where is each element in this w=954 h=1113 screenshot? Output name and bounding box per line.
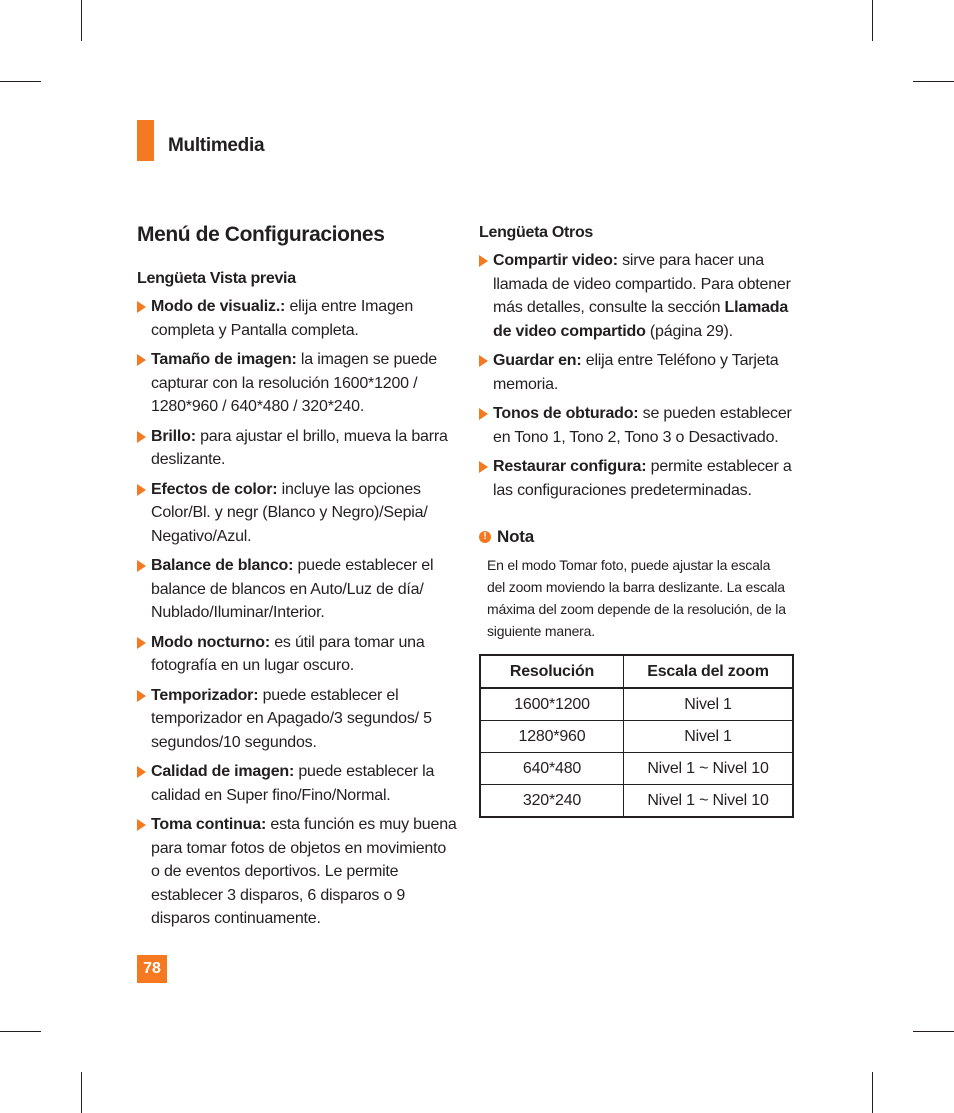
- crop-mark: [872, 0, 873, 41]
- list-item: [479, 402, 799, 449]
- item-term: Balance de blanco:: [151, 557, 294, 574]
- section-marker: [137, 120, 154, 161]
- item-term: Brillo:: [151, 427, 196, 445]
- bullet-arrow-icon: [137, 690, 146, 702]
- list-item: [479, 349, 799, 396]
- preview-settings-list: [137, 295, 457, 931]
- bullet-arrow-icon: [137, 484, 146, 496]
- list-item: [137, 554, 457, 625]
- left-column: [137, 220, 457, 937]
- bullet-arrow-icon: [137, 819, 146, 831]
- bullet-arrow-icon: [137, 301, 146, 313]
- item-desc: elija entre Imagen completa y Pantalla completa.: [151, 298, 414, 339]
- item-desc: sirve para hacer una llamada de video compartido. Para obtener más detalles, consulte la sección: [493, 252, 791, 316]
- table-cell: Nivel 1 ~ Nivel 10: [624, 753, 794, 785]
- bullet-arrow-icon: [137, 354, 146, 366]
- table-row: [480, 785, 793, 818]
- item-desc: puede establecer el balance de blancos en Auto/Luz de día/ Nublado/Iluminar/Interior.: [151, 557, 434, 621]
- section-title: Multimedia: [168, 135, 265, 156]
- right-column: [479, 220, 799, 818]
- table-cell: Nivel 1: [624, 688, 794, 721]
- item-desc: permite establecer a las configuraciones predeterminadas.: [493, 458, 792, 499]
- list-item: [137, 425, 457, 472]
- list-item: [137, 348, 457, 419]
- item-desc: la imagen se puede capturar con la resolución 1600*1200 / 1280*960 / 640*480 / 320*240.: [151, 351, 437, 415]
- note-heading: [479, 526, 799, 548]
- bullet-arrow-icon: [137, 431, 146, 443]
- list-item: [137, 631, 457, 678]
- other-settings-list: [479, 249, 799, 502]
- item-term: Compartir video:: [493, 252, 618, 269]
- table-cell: 1600*1200: [480, 688, 624, 721]
- bullet-arrow-icon: [137, 766, 146, 778]
- page-number: 78: [137, 955, 167, 983]
- bullet-arrow-icon: [479, 355, 488, 367]
- note-text: En el modo Tomar foto, puede ajustar la escala del zoom moviendo la barra deslizante. La escala máxima del zoom depende de la resolución, de la siguiente manera.: [487, 557, 786, 639]
- list-item: [479, 249, 799, 343]
- column-header: Escala del zoom: [624, 655, 794, 688]
- crop-mark: [913, 81, 954, 82]
- item-term: Modo nocturno:: [151, 633, 270, 651]
- crop-mark: [0, 81, 41, 82]
- bullet-arrow-icon: [479, 255, 488, 267]
- item-desc: elija entre Teléfono y Tarjeta memoria.: [493, 352, 779, 393]
- item-term: Guardar en:: [493, 352, 582, 369]
- item-desc: para ajustar el brillo, mueva la barra deslizante.: [151, 427, 448, 468]
- item-term: Toma continua:: [151, 816, 267, 833]
- item-desc: puede establecer el temporizador en Apagado/3 segundos/ 5 segundos/10 segundos.: [151, 686, 432, 751]
- table-row: [480, 753, 793, 785]
- table-cell: 1280*960: [480, 721, 624, 753]
- crop-mark: [81, 1072, 82, 1113]
- table-header-row: [480, 655, 793, 688]
- column-header: Resolución: [480, 655, 624, 688]
- item-term: Tonos de obturado:: [493, 405, 639, 422]
- table-cell: 640*480: [480, 753, 624, 785]
- exclamation-icon: !: [479, 531, 491, 543]
- table-cell: Nivel 1: [624, 721, 794, 753]
- table-cell: 320*240: [480, 785, 624, 818]
- item-term: Tamaño de imagen:: [151, 351, 297, 368]
- list-item: [479, 455, 799, 502]
- list-item: [137, 684, 457, 755]
- item-term: Calidad de imagen:: [151, 763, 295, 780]
- note-title: Nota: [497, 527, 534, 546]
- crop-mark: [872, 1072, 873, 1113]
- item-term: Efectos de color:: [151, 480, 278, 498]
- bullet-arrow-icon: [137, 637, 146, 649]
- table-row: [480, 721, 793, 753]
- subheading-preview-tab: Lengüeta Vista previa: [137, 270, 296, 287]
- item-desc: es útil para tomar una fotografía en un lugar oscuro.: [151, 633, 425, 674]
- item-term: Restaurar configura:: [493, 458, 647, 475]
- bullet-arrow-icon: [137, 560, 146, 572]
- list-item: [137, 813, 457, 931]
- item-desc: incluye las opciones Color/Bl. y negr (Blanco y Negro)/Sepia/ Negativo/Azul.: [151, 480, 428, 545]
- page-title: Menú de Configuraciones: [137, 223, 385, 246]
- bullet-arrow-icon: [479, 461, 488, 473]
- subheading-other-tab: Lengüeta Otros: [479, 224, 594, 241]
- item-desc: (página 29).: [645, 322, 733, 340]
- item-desc: puede establecer la calidad en Super fino/Fino/Normal.: [151, 763, 435, 804]
- item-term: Temporizador:: [151, 686, 259, 704]
- table-cell: Nivel 1 ~ Nivel 10: [624, 785, 794, 818]
- list-item: [137, 760, 457, 807]
- bullet-arrow-icon: [479, 408, 488, 420]
- zoom-table: [479, 654, 794, 818]
- item-desc: se pueden establecer en Tono 1, Tono 2, Tono 3 o Desactivado.: [493, 405, 792, 446]
- crop-mark: [81, 0, 82, 41]
- list-item: [137, 478, 457, 549]
- section-reference: Llamada de video compartido: [493, 299, 789, 340]
- crop-mark: [913, 1031, 954, 1032]
- table-row: [480, 688, 793, 721]
- crop-mark: [0, 1031, 41, 1032]
- list-item: [137, 295, 457, 342]
- item-desc: esta función es muy buena para tomar fotos de objetos en movimiento o de eventos deportivos. Le permite establecer 3 disparos, 6 disparos o 9 disparos continuamente.: [151, 816, 457, 927]
- item-term: Modo de visualiz.:: [151, 298, 286, 315]
